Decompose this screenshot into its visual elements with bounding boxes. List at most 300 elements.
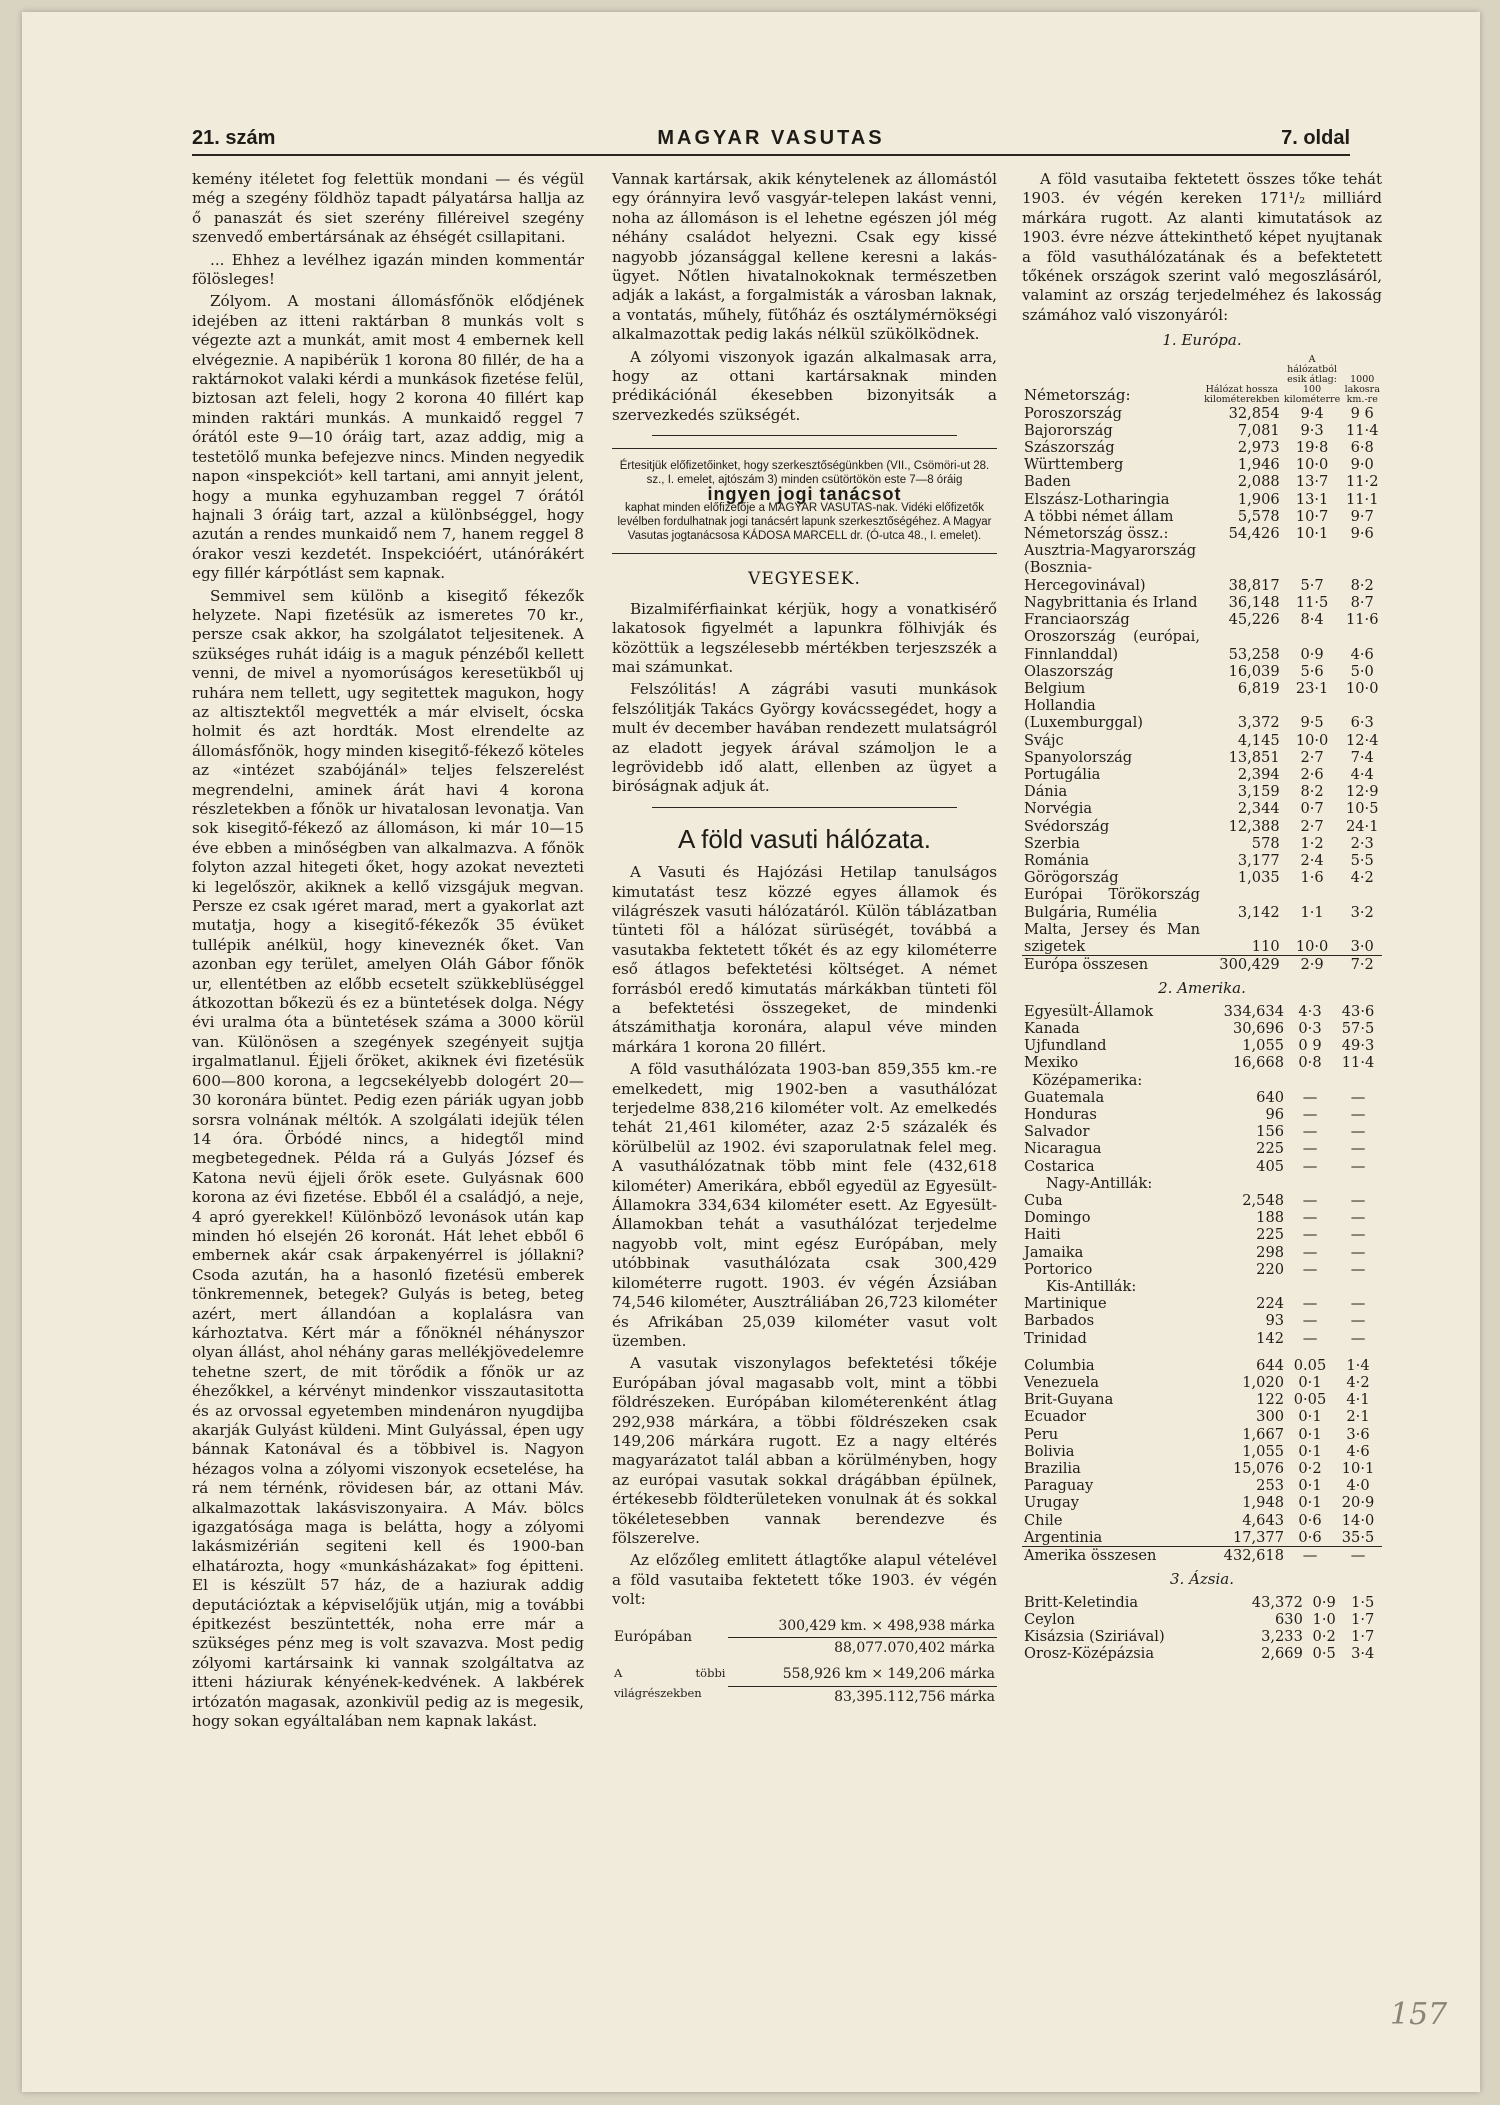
value-cell: 334,634 bbox=[1223, 1002, 1285, 1020]
table-row bbox=[1022, 1312, 1382, 1329]
country-name: Poroszország bbox=[1024, 404, 1122, 422]
column-3 bbox=[1022, 170, 1382, 1662]
table-row bbox=[1022, 1494, 1382, 1511]
table-row bbox=[1022, 1192, 1382, 1209]
table-row bbox=[1022, 1244, 1382, 1261]
value-cell: 96 bbox=[1265, 1105, 1285, 1123]
divider bbox=[652, 435, 957, 436]
country-name: Cuba bbox=[1024, 1192, 1063, 1209]
table-row bbox=[1022, 1295, 1382, 1312]
country-name: Baden bbox=[1024, 473, 1071, 491]
value-cell: 14·0 bbox=[1341, 1511, 1375, 1529]
value-cell: 2·3 bbox=[1350, 834, 1374, 852]
country-name: Franciaország bbox=[1024, 611, 1130, 629]
column-header: 1000 lakosra km.-re bbox=[1344, 373, 1380, 405]
table-row bbox=[1022, 1106, 1382, 1123]
country-name: Peru bbox=[1024, 1425, 1059, 1443]
table-row bbox=[1022, 783, 1382, 800]
country-name: Kisázsia (Sziriával) bbox=[1024, 1628, 1165, 1646]
value-cell: 2·4 bbox=[1300, 851, 1324, 869]
table-row bbox=[1022, 1020, 1382, 1037]
column-2 bbox=[612, 170, 997, 1708]
country-name: Bajorország bbox=[1024, 421, 1113, 439]
value-cell: 10·7 bbox=[1295, 507, 1329, 525]
value-cell: 17,377 bbox=[1232, 1528, 1285, 1546]
value-cell: — bbox=[1302, 1105, 1318, 1123]
section-title-vegyesek: VEGYESEK. bbox=[748, 569, 861, 590]
value-cell: 9·6 bbox=[1350, 525, 1374, 543]
country-name: Mexiko bbox=[1024, 1054, 1079, 1072]
value-cell: — bbox=[1350, 1243, 1366, 1261]
value-cell: 16,039 bbox=[1228, 662, 1280, 680]
table-row bbox=[1022, 1089, 1382, 1106]
value-cell: 4·4 bbox=[1350, 765, 1374, 783]
capital-calculation bbox=[612, 1616, 997, 1709]
value-cell: 1·6 bbox=[1300, 869, 1324, 887]
value-cell: 9·7 bbox=[1350, 507, 1374, 525]
value-cell: 0 9 bbox=[1298, 1037, 1322, 1055]
country-name: Németország össz.: bbox=[1024, 525, 1169, 543]
value-cell: 188 bbox=[1256, 1209, 1285, 1227]
value-cell: 38,817 bbox=[1228, 576, 1280, 594]
value-cell: 35·5 bbox=[1341, 1528, 1375, 1546]
subgroup-label: Nagy-Antillák: bbox=[1046, 1174, 1153, 1192]
table-row bbox=[1022, 956, 1382, 974]
table-row bbox=[1022, 1054, 1382, 1071]
value-cell: 20·9 bbox=[1341, 1494, 1375, 1512]
table-row bbox=[1022, 439, 1382, 456]
value-cell: 10·5 bbox=[1345, 800, 1379, 818]
value-cell: — bbox=[1302, 1088, 1318, 1106]
value-cell: 9·5 bbox=[1300, 714, 1324, 732]
table-row bbox=[1022, 1512, 1382, 1529]
value-cell: 0·9 bbox=[1300, 645, 1324, 663]
country-name: Salvador bbox=[1024, 1123, 1090, 1141]
country-name: Oroszország (európai, Finnlanddal) bbox=[1024, 628, 1200, 663]
country-name: Belgium bbox=[1024, 679, 1086, 697]
value-cell: 1·5 bbox=[1351, 1593, 1375, 1611]
value-cell: 10·0 bbox=[1295, 937, 1329, 955]
value-cell: 2·1 bbox=[1346, 1408, 1370, 1426]
table-row bbox=[1022, 680, 1382, 697]
value-cell: — bbox=[1350, 1140, 1366, 1158]
country-name: Hollandia (Luxemburggal) bbox=[1024, 697, 1143, 732]
cell: Amerika összesen bbox=[1022, 1547, 1201, 1565]
value-cell: 15,076 bbox=[1232, 1460, 1285, 1478]
value-cell: 1,667 bbox=[1242, 1425, 1285, 1443]
value-cell: 30,696 bbox=[1232, 1019, 1285, 1037]
table-row bbox=[1022, 663, 1382, 680]
paragraph: Felszólitás! A zágrábi vasuti munkások felszólitják Takács György kovácssegédet, hogy a mult év december havában rendezett mulatságról az eladott jegyek árával számoljon le a legrövidebb idő alatt, ellenben az ügyet a biróságnak adjuk át. bbox=[612, 680, 997, 796]
table-row bbox=[1022, 1477, 1382, 1494]
country-name: Ecuador bbox=[1024, 1408, 1087, 1426]
table-row bbox=[1022, 491, 1382, 508]
table-row bbox=[1022, 525, 1382, 542]
value-cell: 225 bbox=[1256, 1140, 1285, 1158]
table-row bbox=[1022, 508, 1382, 525]
table-row bbox=[1022, 422, 1382, 439]
value-cell: 630 bbox=[1275, 1610, 1303, 1628]
table-row bbox=[1022, 1330, 1382, 1347]
country-name: Orosz-Középázsia bbox=[1024, 1645, 1155, 1663]
country-name: Britt-Keletindia bbox=[1024, 1593, 1139, 1611]
country-name: Argentinia bbox=[1024, 1528, 1103, 1546]
notice-headline: ingyen jogi tanácsot bbox=[707, 484, 902, 505]
value-cell: 4·0 bbox=[1346, 1477, 1370, 1495]
value-cell: 110 bbox=[1251, 937, 1280, 955]
value-cell: 2·9 bbox=[1282, 956, 1343, 974]
table-row bbox=[1022, 1374, 1382, 1391]
value-cell: 1·7 bbox=[1351, 1628, 1375, 1646]
value-cell: — bbox=[1350, 1209, 1366, 1227]
value-cell: 0·1 bbox=[1298, 1425, 1322, 1443]
value-cell: 0·1 bbox=[1298, 1374, 1322, 1392]
table-row bbox=[1022, 869, 1382, 886]
region-heading: 2. Amerika. bbox=[1158, 979, 1246, 998]
value-cell: 4,643 bbox=[1242, 1511, 1285, 1529]
paragraph: A föld vasuthálózata 1903-ban 859,355 km.-re emelkedett, mig 1902-ben a vasuthálózat terjedelme 838,216 kilométer volt. Az emelkedés tehát 21,461 kilométer, azaz 2·5 százalék és körülbelül az 1902. évi szaporulatnak felel meg. A vasuthálózatnak több mint fele (432,618 kilométer) Amerikára, ebből egyedül az Egyesült-Államokra 334,634 kilométer esett. Az Egyesült-Államokban tehát a vasuthálózat terjedelme nagyobb volt, mint egész Európában, mely utóbbinak vasuthálózata csak 300,429 kilométerre rugott. 1903. év végén Ázsiában 74,546 kilométer, Ausztráliában 26,723 kilométer és Afrikában 25,039 kilométer vasut volt üzemben. bbox=[612, 1060, 997, 1350]
calc-result: 83,395.112,756 márka bbox=[834, 1688, 995, 1705]
table-row bbox=[1022, 732, 1382, 749]
value-cell: 0·1 bbox=[1298, 1442, 1322, 1460]
value-cell: 0·1 bbox=[1298, 1494, 1322, 1512]
country-name: Nagybrittania és Irland bbox=[1024, 593, 1198, 611]
value-cell: — bbox=[1350, 1123, 1366, 1141]
value-cell: 9·4 bbox=[1300, 404, 1324, 422]
value-cell: 122 bbox=[1256, 1391, 1285, 1409]
value-cell: 142 bbox=[1256, 1329, 1285, 1347]
value-cell: 1,055 bbox=[1242, 1442, 1285, 1460]
value-cell: 4,145 bbox=[1237, 731, 1280, 749]
value-cell: 23·1 bbox=[1295, 679, 1329, 697]
value-cell: — bbox=[1350, 1105, 1366, 1123]
value-cell: 57·5 bbox=[1341, 1019, 1375, 1037]
value-cell: — bbox=[1350, 1260, 1366, 1278]
value-cell: 13,851 bbox=[1228, 748, 1280, 766]
value-cell: 10·0 bbox=[1345, 679, 1379, 697]
country-name: Svédország bbox=[1024, 817, 1110, 835]
value-cell: 1,906 bbox=[1237, 490, 1280, 508]
value-cell: 5·6 bbox=[1300, 662, 1324, 680]
country-name: Európa összesen bbox=[1022, 956, 1202, 974]
table-row bbox=[1022, 1594, 1382, 1611]
notice-line: kaphat minden előfizetője a MAGYAR VASUTAS-nak. Vidéki előfizetők levélben fordulhatnak jogi tanácsért lapunk szerkesztőségéhez. A Magyar Vasutas jogtanácsosa KÁDOSA MARCELL dr. (Ó-utca 48., I. emelet). bbox=[617, 502, 992, 543]
country-name: Württemberg bbox=[1024, 456, 1124, 474]
legal-advice-notice bbox=[612, 448, 997, 554]
article-title: A föld vasuti hálózata. bbox=[678, 823, 931, 854]
value-cell: 11·1 bbox=[1345, 490, 1379, 508]
value-cell: 3·2 bbox=[1350, 903, 1374, 921]
europe-table bbox=[1022, 355, 1382, 974]
value-cell: 13·1 bbox=[1295, 490, 1329, 508]
value-cell: 8·2 bbox=[1350, 576, 1374, 594]
value-cell: 9·3 bbox=[1300, 421, 1324, 439]
country-name: Costarica bbox=[1024, 1157, 1095, 1175]
value-cell: 11·4 bbox=[1341, 1054, 1375, 1072]
value-cell: 253 bbox=[1256, 1477, 1285, 1495]
paragraph: Bizalmiférfiainkat kérjük, hogy a vonatkisérő lakatosok figyelmét a lapunkra fölhivják és közöttük a legszélesebb mértékben terjeszszék a mai számunkat. bbox=[612, 599, 997, 676]
value-cell: — bbox=[1350, 1192, 1366, 1209]
value-cell: 13·7 bbox=[1295, 473, 1329, 491]
value-cell: — bbox=[1302, 1226, 1318, 1244]
table-row bbox=[1022, 852, 1382, 869]
value-cell: 49·3 bbox=[1341, 1037, 1375, 1055]
calc-line: 558,926 km × 149,206 márka bbox=[728, 1659, 998, 1686]
value-cell: — bbox=[1350, 1226, 1366, 1244]
value-cell: 12,388 bbox=[1228, 817, 1280, 835]
handwritten-page-number: 157 bbox=[1390, 1997, 1448, 2032]
value-cell: 36,148 bbox=[1228, 593, 1280, 611]
value-cell: 53,258 bbox=[1228, 645, 1280, 663]
value-cell: 2,088 bbox=[1237, 473, 1280, 491]
table-row bbox=[1022, 1529, 1382, 1547]
value-cell: 2,548 bbox=[1242, 1192, 1285, 1209]
country-name: Jamaika bbox=[1024, 1243, 1084, 1261]
value-cell: — bbox=[1302, 1192, 1318, 1209]
value-cell: — bbox=[1302, 1312, 1318, 1330]
value-cell: — bbox=[1350, 1157, 1366, 1175]
value-cell: — bbox=[1350, 1329, 1366, 1347]
table-row bbox=[1022, 405, 1382, 422]
value-cell: 3,233 bbox=[1261, 1628, 1303, 1646]
paragraph: Zólyom. A mostani állomásfőnök elődjének idejében az itteni raktárban 8 munkás volt s végezte azt a munkát, amit most 4 embernek kell elvégeznie. A napibérük 1 korona 80 fillér, de ha a raktárnokot valaki kérdi a munkások fizetése felül, biztosan azt feleli, hogy 2 korona 40 fillért kap minden raktári munkás. A munkaidő reggel 7 órától este 9—10 óráig tart, azaz addig, mig a testetölő munka befejezve nincs. Minden negyedik napon «inspekciót» kell tartani, ami annyit jelent, hogy a munka egyhuzamban reggel 7 órától hajnali 3 óráig tart, azzal a különbséggel, hogy azután a rendes munkaidő nem 7, hanem reggel 8 órakor veszi kezdetét. Inspekcióért, utánórákért egy fillér kárpótlást sem kapnak. bbox=[192, 292, 584, 583]
value-cell: 3·4 bbox=[1351, 1645, 1375, 1663]
subgroup-label: Kis-Antillák: bbox=[1046, 1278, 1137, 1296]
value-cell: 1·0 bbox=[1312, 1610, 1336, 1628]
country-name: Svájc bbox=[1024, 731, 1064, 749]
value-cell: 6·3 bbox=[1350, 714, 1374, 732]
value-cell: 156 bbox=[1256, 1123, 1285, 1141]
table-row bbox=[1022, 1645, 1382, 1662]
country-name: Spanyolország bbox=[1024, 748, 1133, 766]
country-name: Szászország bbox=[1024, 439, 1115, 457]
value-cell: 11·2 bbox=[1345, 473, 1379, 491]
value-cell: — bbox=[1302, 1140, 1318, 1158]
country-name: Guatemala bbox=[1024, 1088, 1105, 1106]
value-cell: 640 bbox=[1256, 1088, 1285, 1106]
table-label: Németország: bbox=[1024, 386, 1131, 405]
paragraph: A föld vasutaiba fektetett összes tőke tehát 1903. év végén kereken 171¹/₂ milliárd márkára rugott. Az alanti kimutatások az 1903. évre nézve áttekinthető képet nyujtanak a föld vasuthálózatának és a befektetett tőkének országok szerint való megoszlásáról, valamint az ország terjedelméhez és lakosság számához való viszonyáról: bbox=[1022, 170, 1382, 324]
value-cell: 1·4 bbox=[1346, 1356, 1370, 1374]
value-cell: 2·7 bbox=[1300, 748, 1324, 766]
country-name: Ausztria-Magyarország (Bosznia-Hercegovinával) bbox=[1024, 542, 1197, 594]
value-cell: 2,669 bbox=[1261, 1645, 1303, 1663]
value-cell: 0·8 bbox=[1298, 1054, 1322, 1072]
cell: — bbox=[1334, 1547, 1382, 1565]
country-name: Chile bbox=[1024, 1511, 1063, 1529]
america-table bbox=[1022, 1003, 1382, 1565]
country-name: Nicaragua bbox=[1024, 1140, 1102, 1158]
country-name: Kanada bbox=[1024, 1019, 1080, 1037]
table-row bbox=[1022, 1443, 1382, 1460]
value-cell: — bbox=[1302, 1260, 1318, 1278]
value-cell: 1·2 bbox=[1300, 834, 1324, 852]
value-cell: 0·3 bbox=[1298, 1019, 1322, 1037]
value-cell: 43,372 bbox=[1251, 1593, 1303, 1611]
value-cell: 6,819 bbox=[1237, 679, 1280, 697]
country-name: Domingo bbox=[1024, 1209, 1091, 1227]
country-name: Portorico bbox=[1024, 1260, 1093, 1278]
value-cell: 644 bbox=[1256, 1356, 1285, 1374]
table-row bbox=[1022, 456, 1382, 473]
value-cell: 0·7 bbox=[1300, 800, 1324, 818]
value-cell: 7·4 bbox=[1350, 748, 1374, 766]
value-cell: 10·1 bbox=[1341, 1460, 1375, 1478]
country-name: Malta, Jersey és Man szigetek bbox=[1024, 920, 1200, 955]
calc-label: A többi világrészekben bbox=[614, 1666, 726, 1700]
paragraph: A Vasuti és Hajózási Hetilap tanulságos kimutatást tesz közzé egyes államok és világrészek vasuti hálózatáról. Külön táblázatban tünteti föl a hálózat sürüségét, továbbá a vasutakba fektetett tőkét és az egy kilométerre eső átlagos befektetési költséget. A német forrásból eredő kimutatás márkákban tünteti föl a befektetési összegeket, de mindenki átszámithatja koronára, alapul véve minden márkára 1 korona 20 fillért. bbox=[612, 863, 997, 1056]
table-row bbox=[1022, 800, 1382, 817]
country-name: Paraguay bbox=[1024, 1477, 1094, 1495]
value-cell: 2,344 bbox=[1237, 800, 1280, 818]
paragraph: A vasutak viszonylagos befektetési tőkéje Európában jóval magasabb volt, mint a többi földrészeken. Európában kilométerenként átlag 292,938 márkára, a többi földrészeken csak 149,206 márkára rugott. Ez a nagy eltérés magyarázatot talál abban a körülményben, hogy az európai vasutak sokkal drágábban épülnek, értékesebb földterületeken vonulnak át és sokkal tökéletesebben vannak berendezve és fölszerelve. bbox=[612, 1354, 997, 1547]
region-heading: 1. Európa. bbox=[1162, 331, 1242, 350]
cell: 432,618 bbox=[1201, 1547, 1286, 1565]
country-name: Portugália bbox=[1024, 765, 1101, 783]
value-cell: 1,948 bbox=[1242, 1494, 1285, 1512]
paragraph: Semmivel sem különb a kisegitő fékezők helyzete. Napi fizetésük az ismeretes 70 kr., persze csak akkor, ha szolgálatot teljesitenek. A szükséges ruhát idáig is a maguk pénzéből kellett venni, de mivel a nyomorúságos keresetükből uj ruhára nem tellett, ugy segitettek magukon, hogy az altisztektől megvették a már elviselt, ócska holmit és azt hordták. Most elrendelte az állomásfőnök, hogy minden kisegitő-fékező köteles az «intézet szabójánál» teljes felszerelést megrendelni, aminek árát havi 4 korona részletekben a főnök ur hivatalosan levonatja. Van sok kisegitő-fékező az állomáson, ki már 10—15 éve ebben a minőségben van alkalmazva. A főnök folyton azzal hitegeti őket, hogy azokat nevezteti ki legelőször, akiknek a kellő vizsgájuk megvan. Persze ez csak ıgéret marad, mert a gyakorlat azt mutatja, hogy a kisegitő-fékezők 35 évüket tullépik anélkül, hogy kineveznék őket. Van azonban egy terület, amelyen Oláh Gábor főnök ur, ellentétben az előbb ecsetelt szükkeblüséggel átkozottan bőkezü és ez a büntetések dolga. Négy évi uralma óta a büntetések száma a 3000 körül van. Különösen a szegények szegényeit sujtja irgalmatlanul. Éjjeli őröket, akiknek évi fizetésük 600—800 korona, a legcsekélyebb dologért 20—30 koronára büntet. Pedig ezen páriák ugyan jobb sorsra volnának méltók. A szolgálati idejük télen 14 óra. Örbódé nincs, a hidegtől mind megbetegednek. Példa rá a Gulyás József és Katona nevü éjjeli őrök esete. Gulyásnak 600 korona az évi fizetése. Ebből él a családjó, a neje, 4 apró gyerekkel! Különböző levonások után kap minden hó elsején 26 koronát. Hát lehet ebből 6 embernek akár csak árpakenyérrel is jóllakni? Csoda azután, ha a hasonló fizetésü emberek tönkremennek, betegek? Gulyás is beteg, beteg azért, mert állandóan a koplalásra van kárhoztatva. Kért már a főnöknél néhányszor olyan állást, ahol néhány garas mellékjövedelemre tehetne szert, de mit törődik a főnök ur az éhezőkkel, a kérvényt mindenkor visszautasitotta és az orvossal egyetemben mindenáron nyugdijba akarják Gulyást küldeni. Mint Gulyással, épen ugy bánnak Katonával és a többivel is. Nagyon hézagos volna a zólyomi viszonyok ecsetelése, ha rá nem térnénk, rövidesen bár, az ottani Máv. alkalmazottak lakásviszonyaira. A Máv. bölcs igazgatósága maga is belátta, hogy a zólyomi lakásmizérián segiteni kell és 1900-ban elhatározta, hogy «munkásházakat» fog épitteni. El is készült 57 ház, de a haziurak addig deputációztak a képviselőjük utján, mig a további épitkezést beszüntették, noha erre már a szükséges pénz meg is volt szavazva. Most pedig zólyomi kartársaink ki vannak szolgáltatva az itteni háziurak kényének-kedvének. A lakbérek irtózatón magasak, azonkivül pedig az is megesik, hogy sokan egyáltalában nem kapnak lakást. bbox=[192, 586, 584, 1731]
value-cell: 1,946 bbox=[1237, 456, 1280, 474]
value-cell: 45,226 bbox=[1228, 611, 1280, 629]
country-name: Honduras bbox=[1024, 1105, 1097, 1123]
value-cell: 4·2 bbox=[1350, 869, 1374, 887]
table-row bbox=[1022, 1460, 1382, 1477]
value-cell: — bbox=[1350, 1088, 1366, 1106]
value-cell: 1,035 bbox=[1237, 869, 1280, 887]
paragraph: Az előzőleg emlitett átlagtőke alapul vételével a föld vasutaiba fektetett tőke 1903. év végén volt: bbox=[612, 1551, 997, 1609]
masthead-title: MAGYAR VASUTAS bbox=[657, 127, 885, 149]
country-name: Columbia bbox=[1024, 1356, 1095, 1374]
value-cell: 4·1 bbox=[1346, 1391, 1370, 1409]
value-cell: 0·1 bbox=[1298, 1408, 1322, 1426]
country-name: Szerbia bbox=[1024, 834, 1081, 852]
value-cell: 43·6 bbox=[1341, 1002, 1375, 1020]
country-name: Románia bbox=[1024, 851, 1090, 869]
value-cell: 405 bbox=[1256, 1157, 1285, 1175]
country-name: Egyesült-Államok bbox=[1024, 1002, 1154, 1020]
asia-table bbox=[1022, 1594, 1382, 1663]
calc-label: Európában bbox=[614, 1628, 692, 1645]
value-cell: 16,668 bbox=[1232, 1054, 1285, 1072]
column-1 bbox=[192, 170, 584, 1735]
value-cell: 32,854 bbox=[1228, 404, 1280, 422]
value-cell: — bbox=[1302, 1329, 1318, 1347]
page-number: 7. oldal bbox=[1281, 127, 1350, 149]
paragraph: Vannak kartársak, akik kénytelenek az állomástól egy óránnyira levő vasgyár-telepen lakást venni, noha az állomáson is el lehetne egészen jól még néhány családot helyezni. Csak egy kissé nagyobb józansággal kellene keresni a lakás-ügyet. Nőtlen hivatalnokoknak természetben adják a lakást, a forgalmisták a városban laknak, a vontatás, műhely, fütőház és osztálymérnökségi alkalmazottak pedig lakás nélkül szükölködnek. bbox=[612, 170, 997, 344]
value-cell: 2·6 bbox=[1300, 765, 1324, 783]
paragraph: ... Ehhez a levélhez igazán minden kommentár fölösleges! bbox=[192, 250, 584, 289]
region-heading: 3. Ázsia. bbox=[1169, 1570, 1235, 1589]
table-row bbox=[1022, 1426, 1382, 1443]
value-cell: 0·1 bbox=[1298, 1477, 1322, 1495]
value-cell: 10·1 bbox=[1295, 525, 1329, 543]
country-name: Haiti bbox=[1024, 1226, 1061, 1244]
country-name: Brazilia bbox=[1024, 1460, 1081, 1478]
value-cell: 0·2 bbox=[1298, 1460, 1322, 1478]
value-cell: 4·6 bbox=[1350, 645, 1374, 663]
value-cell: 11·6 bbox=[1345, 611, 1379, 629]
paragraph: A zólyomi viszonyok igazán alkalmasak arra, hogy az ottani kartársaknak minden prédikációnál ékesebben bizonyitsák a szervezkedés szükségét. bbox=[612, 347, 997, 424]
value-cell: 578 bbox=[1251, 834, 1280, 852]
value-cell: 6·8 bbox=[1350, 439, 1374, 457]
table-row bbox=[1022, 1123, 1382, 1140]
table-row bbox=[1022, 1209, 1382, 1226]
value-cell: 4·6 bbox=[1346, 1442, 1370, 1460]
table-row bbox=[1022, 1226, 1382, 1243]
value-cell: 24·1 bbox=[1345, 817, 1379, 835]
value-cell: — bbox=[1302, 1295, 1318, 1313]
newspaper-page bbox=[22, 12, 1480, 2092]
country-name: Bolivia bbox=[1024, 1442, 1075, 1460]
table-row bbox=[1022, 749, 1382, 766]
value-cell: 225 bbox=[1256, 1226, 1285, 1244]
value-cell: 1·7 bbox=[1351, 1610, 1375, 1628]
table-row bbox=[1022, 1003, 1382, 1020]
value-cell: 19·8 bbox=[1295, 439, 1329, 457]
value-cell: 3,372 bbox=[1237, 714, 1280, 732]
value-cell: 10·0 bbox=[1295, 456, 1329, 474]
table-row bbox=[1022, 542, 1382, 594]
country-name: Görögország bbox=[1024, 869, 1119, 887]
table-row bbox=[1022, 1158, 1382, 1175]
value-cell: — bbox=[1302, 1209, 1318, 1227]
value-cell: 0·5 bbox=[1312, 1645, 1336, 1663]
country-name: Urugay bbox=[1024, 1494, 1079, 1512]
value-cell: 9 6 bbox=[1350, 404, 1374, 422]
country-name: Dánia bbox=[1024, 783, 1068, 801]
calc-result: 88,077.070,402 márka bbox=[834, 1640, 995, 1656]
value-cell: 220 bbox=[1256, 1260, 1285, 1278]
value-cell: 2,394 bbox=[1237, 765, 1280, 783]
value-cell: 3·6 bbox=[1346, 1425, 1370, 1443]
country-name: Európai Törökország Bulgária, Rumélia bbox=[1024, 886, 1200, 921]
value-cell: — bbox=[1302, 1157, 1318, 1175]
table-row bbox=[1022, 921, 1382, 956]
value-cell: — bbox=[1350, 1295, 1366, 1313]
table-row bbox=[1022, 1037, 1382, 1054]
divider bbox=[652, 807, 957, 808]
value-cell: 9·0 bbox=[1350, 456, 1374, 474]
value-cell: 2,973 bbox=[1237, 439, 1280, 457]
notice-line: Értesitjük előfizetőinket, hogy szerkesztőségünkben (VII., Csömöri-ut 28. sz., I. emelet, ajtószám 3) minden csütörtökön este 7—8 óráig bbox=[619, 460, 990, 487]
value-cell: 8·4 bbox=[1300, 611, 1324, 629]
paragraph: kemény itéletet fog felettük mondani — és végül még a szegény földhöz tapadt pályatársa hallja az ő panaszát és siet szerény filléreivel szegény szenvedő embertársának az éhségét csillapitani. bbox=[192, 170, 584, 247]
country-name: Ujfundland bbox=[1024, 1037, 1107, 1055]
country-name: Trinidad bbox=[1024, 1329, 1087, 1347]
country-name: Elszász-Lotharingia bbox=[1024, 490, 1170, 508]
value-cell: 7,081 bbox=[1237, 421, 1280, 439]
value-cell: 1,055 bbox=[1242, 1037, 1285, 1055]
value-cell: 300 bbox=[1256, 1408, 1285, 1426]
value-cell: 3,159 bbox=[1237, 783, 1280, 801]
value-cell: 0.05 bbox=[1293, 1356, 1327, 1374]
country-name: Ceylon bbox=[1024, 1610, 1075, 1628]
table-row bbox=[1022, 818, 1382, 835]
value-cell: 1·1 bbox=[1300, 903, 1324, 921]
country-name: Norvégia bbox=[1024, 800, 1093, 818]
country-name: Martinique bbox=[1024, 1295, 1107, 1313]
value-cell: 0·9 bbox=[1312, 1593, 1336, 1611]
column-header: Hálózat hossza kilométerekben bbox=[1204, 383, 1280, 405]
value-cell: 3,177 bbox=[1237, 851, 1280, 869]
value-cell: 1,020 bbox=[1242, 1374, 1285, 1392]
table-row bbox=[1022, 1140, 1382, 1157]
value-cell: 3,142 bbox=[1237, 903, 1280, 921]
country-name: Olaszország bbox=[1024, 662, 1114, 680]
value-cell: 11·5 bbox=[1295, 593, 1329, 611]
value-cell: 8·2 bbox=[1300, 783, 1324, 801]
country-name: A többi német állam bbox=[1024, 507, 1174, 525]
